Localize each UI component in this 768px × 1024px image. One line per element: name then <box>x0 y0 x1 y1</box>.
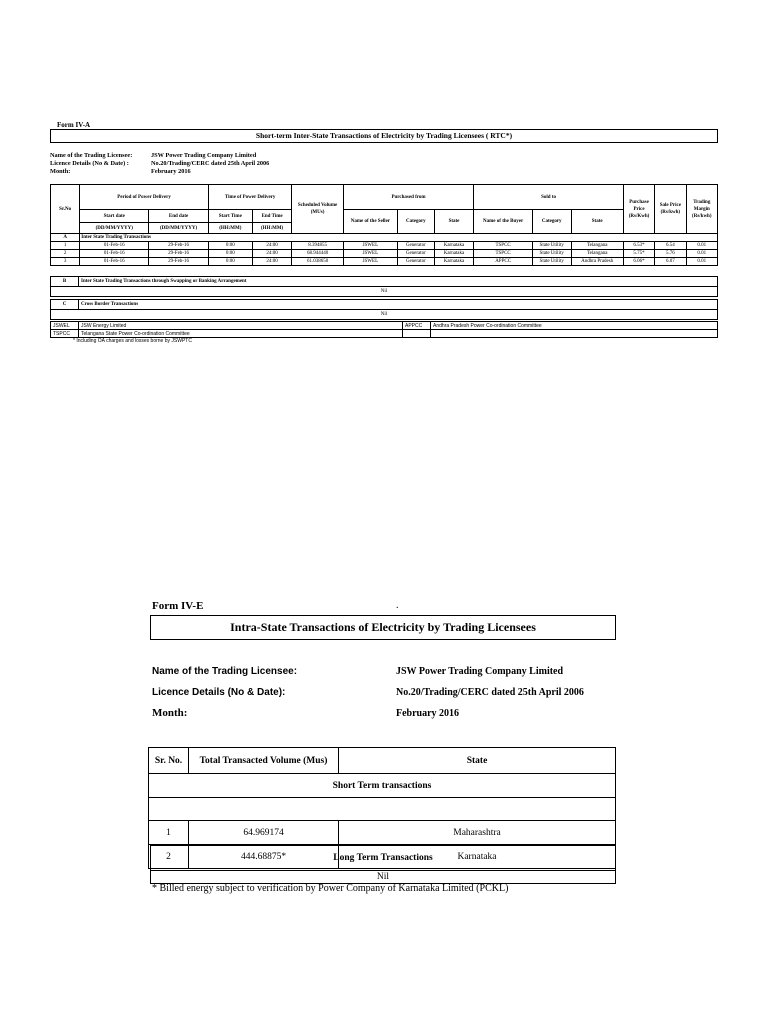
cell-seller-category: Generator <box>398 242 435 250</box>
form-e-footnote: * Billed energy subject to verification by Power Company of Karnataka Limited (PCKL) <box>152 883 509 894</box>
cell-sr: 1 <box>149 821 189 845</box>
section-c-code: C <box>51 300 79 310</box>
cell-volume: 8.394855 <box>292 242 343 250</box>
cell-volume: 64.969174 <box>189 821 339 845</box>
header-margin: Trading Margin (Rs/kwh) <box>686 185 717 234</box>
section-b-value: Nil <box>51 287 718 297</box>
cell-start-time: 0:00 <box>208 242 252 250</box>
cell-buyer-state: Telangana <box>571 242 623 250</box>
form-e-dot: . <box>396 600 399 611</box>
cell-margin: 0.01 <box>686 250 717 258</box>
cell-buyer-category: State Utility <box>532 242 571 250</box>
cell-buyer-state: Telangana <box>571 250 623 258</box>
cell-purchase-price: 5.75* <box>623 250 654 258</box>
cell-purchase-price: 6.06* <box>623 258 654 266</box>
cell-sr: 2 <box>149 845 189 869</box>
cell-volume: 61.038650 <box>292 258 343 266</box>
abbr-name: JSW Energy Limited <box>79 322 403 330</box>
form-iv-a-label: Form IV-A <box>57 121 91 129</box>
abbr-name: Telangana State Power Co-ordination Committee <box>79 330 403 338</box>
cell-volume: 68.944440 <box>292 250 343 258</box>
form-a-licensee-row <box>50 152 256 160</box>
header-sr-no: Sr. No. <box>149 748 189 774</box>
abbr-code: TSPCC <box>51 330 79 338</box>
header-buyer-category: Category <box>532 210 571 234</box>
list-item <box>51 330 718 338</box>
cell-seller: JSWEL <box>343 242 397 250</box>
abbr-name <box>431 330 718 338</box>
header-period: Period of Power Delivery <box>80 185 209 210</box>
cell-sr: 2 <box>51 250 80 258</box>
form-a-month-key: Month: <box>50 168 71 175</box>
header-seller-name: Name of the Seller <box>343 210 397 234</box>
form-a-month-row <box>50 168 191 176</box>
form-e-licensee-value: JSW Power Trading Company Limited <box>396 666 564 677</box>
cell-end-date: 29-Feb-16 <box>149 242 209 250</box>
cell-end-time: 24:00 <box>252 242 292 250</box>
abbreviations-table <box>50 321 718 338</box>
section-a-title: Inter State Trading Transactions <box>80 234 718 242</box>
cell-purchase-price: 6.53* <box>623 242 654 250</box>
short-term-heading: Short Term transactions <box>149 774 616 798</box>
cell-start-date: 01-Feb-16 <box>80 242 149 250</box>
cell-start-date: 01-Feb-16 <box>80 250 149 258</box>
cell-sr: 3 <box>51 258 80 266</box>
header-end-time: End Time <box>252 210 292 223</box>
abbr-name: Andhra Pradesh Power Co-ordination Committee <box>431 322 718 330</box>
section-c-value: Nil <box>51 310 718 320</box>
table-row <box>51 250 718 258</box>
header-buyer-state: State <box>571 210 623 234</box>
header-start-time: Start Time <box>208 210 252 223</box>
cell-start-time: 0:00 <box>208 250 252 258</box>
abbr-code <box>403 330 431 338</box>
cell-start-time: 0:00 <box>208 258 252 266</box>
section-b-title: Inter State Trading Transactions through Swapping or Banking Arrangement <box>79 277 718 287</box>
header-time: Time of Power Delivery <box>208 185 292 210</box>
form-a-licensee-value: JSW Power Trading Company Limited <box>151 152 257 159</box>
header-srno: Sr.No <box>51 185 80 234</box>
section-c-table <box>50 299 718 320</box>
section-a-code: A <box>51 234 80 242</box>
cell-seller-state: Karnataka <box>434 250 474 258</box>
header-start-date-format: (DD/MM/YYYY) <box>80 223 149 234</box>
cell-buyer: TSPCC <box>474 250 533 258</box>
cell-end-time: 24:00 <box>252 250 292 258</box>
form-a-licence-row <box>50 160 269 168</box>
long-term-heading: Long Term Transactions <box>151 846 616 871</box>
table-row <box>51 242 718 250</box>
long-term-table <box>150 845 616 884</box>
cell-sale-price: 6.54 <box>655 242 686 250</box>
cell-seller: JSWEL <box>343 258 397 266</box>
cell-sr: 1 <box>51 242 80 250</box>
header-start-date: Start date <box>80 210 149 223</box>
cell-buyer-category: State Utility <box>532 250 571 258</box>
header-buyer-name: Name of the Buyer <box>474 210 533 234</box>
table-row <box>149 821 616 845</box>
header-volume: Scheduled Volume (MUs) <box>292 185 343 234</box>
header-end-date-format: (DD/MM/YYYY) <box>149 223 209 234</box>
form-e-licensee-key: Name of the Trading Licensee: <box>152 666 298 677</box>
form-e-month-value: February 2016 <box>396 708 460 719</box>
header-purchased: Purchased from <box>343 185 474 210</box>
header-end-time-format: (HH:MM) <box>252 223 292 234</box>
form-a-transactions-table <box>50 184 718 266</box>
form-a-licensee-key: Name of the Trading Licensee: <box>50 152 133 159</box>
header-end-date: End date <box>149 210 209 223</box>
cell-buyer-state: Andhra Pradesh <box>571 258 623 266</box>
cell-end-date: 29-Feb-16 <box>149 250 209 258</box>
cell-seller-category: Generator <box>398 250 435 258</box>
header-total-volume: Total Transacted Volume (Mus) <box>189 748 339 774</box>
form-a-licence-key: Licence Details (No & Date) : <box>50 160 129 167</box>
cell-end-date: 29-Feb-16 <box>149 258 209 266</box>
cell-end-time: 24:00 <box>252 258 292 266</box>
form-iv-e-label: Form IV-E <box>152 600 204 612</box>
long-term-value: Nil <box>151 871 616 884</box>
list-item <box>51 322 718 330</box>
form-a-month-value: February 2016 <box>151 168 191 175</box>
form-a-licence-value: No.20/Trading/CERC dated 25th April 2006 <box>151 160 270 167</box>
header-seller-category: Category <box>398 210 435 234</box>
table-row <box>51 258 718 266</box>
form-e-month-key: Month: <box>152 707 188 719</box>
cell-buyer-category: State Utility <box>532 258 571 266</box>
abbr-code: JSWEL <box>51 322 79 330</box>
section-c-title: Cross Border Transactions <box>79 300 718 310</box>
header-state: State <box>339 748 616 774</box>
form-iv-e-title: Intra-State Transactions of Electricity by Trading Licensees <box>150 615 616 640</box>
form-a-footnote: * Including OA charges and losses borne by JSWPTC <box>73 338 192 344</box>
abbr-code: APPCC <box>403 322 431 330</box>
cell-seller-state: Karnataka <box>434 242 474 250</box>
cell-start-date: 01-Feb-16 <box>80 258 149 266</box>
header-purchase-price: Purchase Price (Rs/Kwh) <box>623 185 654 234</box>
cell-seller-state: Karnataka <box>434 258 474 266</box>
header-sale-price: Sale Price (Rs/kwh) <box>655 185 686 234</box>
cell-state: Maharashtra <box>339 821 616 845</box>
cell-seller: JSWEL <box>343 250 397 258</box>
cell-margin: 0.01 <box>686 242 717 250</box>
cell-state: Karnataka <box>339 845 616 869</box>
cell-buyer: TSPCC <box>474 242 533 250</box>
cell-sale-price: 6.07 <box>655 258 686 266</box>
cell-seller-category: Generator <box>398 258 435 266</box>
section-b-table <box>50 276 718 297</box>
header-start-time-format: (HH:MM) <box>208 223 252 234</box>
cell-volume: 444.68875* <box>189 845 339 869</box>
header-seller-state: State <box>434 210 474 234</box>
cell-buyer: APPCC <box>474 258 533 266</box>
form-e-licence-value: No.20/Trading/CERC dated 25th April 2006 <box>396 687 584 698</box>
form-iv-a-title: Short-term Inter-State Transactions of Electricity by Trading Licensees ( RTC*) <box>50 129 718 143</box>
cell-sale-price: 5.76 <box>655 250 686 258</box>
cell-margin: 0.01 <box>686 258 717 266</box>
form-e-licence-key: Licence Details (No & Date): <box>152 687 286 698</box>
section-b-code: B <box>51 277 79 287</box>
header-sold: Sold to <box>474 185 623 210</box>
